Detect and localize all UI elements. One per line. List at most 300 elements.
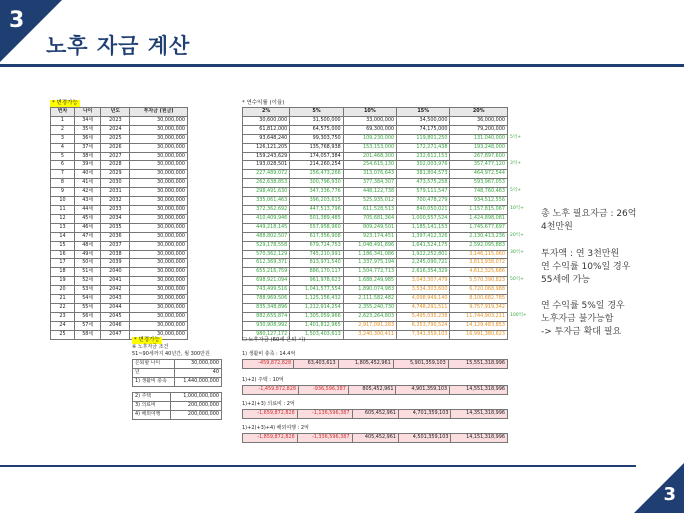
table-cell: 2043 [101,295,130,304]
rate-cell: 1,424,898,081 [450,214,508,223]
rate-cell: 705,681,364 [343,214,396,223]
rate-header: 5% [290,108,343,117]
table-cell: 47세 [74,232,100,241]
table-cell: 2024 [101,125,130,134]
rate-cell: 298,491,630 [243,188,290,197]
rate-cell: 193,248,000 [450,143,508,152]
table-cell: 30,000,000 [130,152,188,161]
summary-total: 총 노후 필요자금 : 26억 4천만원 [541,209,637,232]
rate-cell: 3,534,303,600 [397,286,450,295]
rate-cell: 232,612,153 [397,152,450,161]
rate-row [243,214,508,223]
table-cell: 20 [51,286,75,295]
table-cell: 2030 [101,179,130,188]
table-row [51,143,188,152]
rate-cell: 980,127,172 [243,330,290,339]
rate-cell: 611,528,513 [343,205,396,214]
rate-cell: 214,260,254 [290,161,343,170]
scenario-cell: 14,351,318,996 [451,410,508,419]
rate-cell: 473,575,258 [397,179,450,188]
table-cell: 30,000,000 [130,161,188,170]
scenario-cell: 14,551,318,996 [450,386,508,395]
rate-row [243,277,508,286]
scenario-cell: -1,459,872,828 [243,386,299,395]
condition-label: 년 [133,368,175,377]
rate-row [243,125,508,134]
milestone-tag: 100억+ [510,312,527,318]
table-cell: 2028 [101,161,130,170]
rate-cell: 679,724,753 [290,241,343,250]
table-cell: 56세 [74,312,100,321]
table-cell: 54세 [74,295,100,304]
condition-label: 4) 해외여행 [133,410,171,419]
page-number-bottom: 3 [663,484,676,505]
table-cell: 22 [51,303,75,312]
rate-cell: 6,720,068,988 [450,286,508,295]
rate-cell: 525,935,012 [343,197,396,206]
table-cell: 37세 [74,143,100,152]
rate-cell: 8,100,682,785 [450,295,508,304]
condition-label: 1) 생활비 충족 [133,377,175,386]
rate-cell: 4,748,291,511 [397,303,450,312]
rate-cell: 579,111,547 [397,188,450,197]
rate-cell: 1,041,577,554 [290,286,343,295]
table-cell: 30,000,000 [130,170,188,179]
table-cell: 18 [51,268,75,277]
rate-cell: 159,243,629 [243,152,290,161]
condition-value: 200,000,000 [171,401,222,410]
rate-table [242,107,508,340]
rate-cell: 1,185,141,153 [397,223,450,232]
milestone-tag: 5억+ [510,188,521,194]
table-cell: 8 [51,179,75,188]
table-cell: 30,000,000 [130,179,188,188]
table-cell: 2 [51,125,75,134]
table-cell: 57세 [74,321,100,330]
table-cell: 9 [51,188,75,197]
table-row [51,232,188,241]
milestone-tag: 10억+ [510,205,524,211]
table-cell: 39세 [74,161,100,170]
scenario-cell: 805,452,961 [348,386,396,395]
table-row [51,330,188,339]
scenario-table [242,359,508,369]
rate-cell: 410,409,946 [243,214,290,223]
rate-row [243,152,508,161]
conditions-title: ※ 노후자금 조건 [132,344,169,350]
rate-cell: 3,240,300,411 [343,330,396,339]
table-cell: 24 [51,321,75,330]
conditions-table-2 [132,392,222,420]
rate-cell: 377,384,307 [343,179,396,188]
table-cell: 30,000,000 [130,205,188,214]
rate-cell: 882,655,874 [243,312,290,321]
conditions-table [132,359,222,387]
table-cell: 14 [51,232,75,241]
summary-investment: 투자액 : 연 3천만원 연 수익률 10%일 경우 55세에 가능 [541,249,631,285]
rate-cell: 1,397,412,326 [397,232,450,241]
table-cell: 51세 [74,268,100,277]
scenario-table [242,385,508,395]
table-cell: 30,000,000 [130,295,188,304]
table-cell: 2038 [101,250,130,259]
table-cell: 48세 [74,241,100,250]
rate-header: 10% [343,108,396,117]
condition-row [133,368,222,377]
bottom-divider [0,465,636,467]
scenario-row [243,360,508,369]
rate-cell: 2,623,264,803 [343,312,396,321]
rate-cell: 2,355,240,730 [343,303,396,312]
table-row [51,286,188,295]
column-header: 년도 [101,108,130,117]
rate-cell: 1,641,524,175 [397,241,450,250]
rate-cell: 464,972,544 [450,170,508,179]
rate-cell: 3,146,115,060 [450,250,508,259]
rate-cell: 1,337,975,194 [343,259,396,268]
table-cell: 30,000,000 [130,312,188,321]
column-header: 투자금 (원금) [130,108,188,117]
table-cell: 7 [51,170,75,179]
table-cell: 2035 [101,223,130,232]
scenario-cell: 14,151,318,996 [451,434,508,443]
rate-cell: 1,745,677,697 [450,223,508,232]
rate-row [243,259,508,268]
table-cell: 30,000,000 [130,268,188,277]
rate-cell: 172,271,438 [397,143,450,152]
table-row [51,205,188,214]
table-row [51,188,188,197]
table-row [51,214,188,223]
rate-cell: 79,200,000 [450,125,508,134]
rate-cell: 16,991,380,623 [450,330,508,339]
rate-cell: 1,212,914,254 [290,303,343,312]
table-cell: 41세 [74,179,100,188]
table-cell: 30,000,000 [130,232,188,241]
title-divider [0,64,684,67]
rate-row [243,170,508,179]
rate-cell: 193,028,501 [243,161,290,170]
table-cell: 12 [51,214,75,223]
rate-cell: 357,477,120 [450,161,508,170]
rate-cell: 2,592,095,883 [450,241,508,250]
milestone-tag: 50억+ [510,277,524,283]
rate-cell: 1,125,156,432 [290,295,343,304]
rate-cell: 1,000,557,524 [397,214,450,223]
table-row [51,152,188,161]
rate-row [243,223,508,232]
corner-decoration-bottom-right [634,463,684,513]
rate-cell: 335,061,463 [243,197,290,206]
rate-cell: 886,170,117 [290,268,343,277]
table-cell: 35세 [74,125,100,134]
table-cell: 46세 [74,223,100,232]
table-cell: 50세 [74,259,100,268]
scenario-label: 1)+2)+3)+4) 해외여행 : 2억 [242,425,309,431]
rate-cell: 1,048,491,896 [343,241,396,250]
rate-cell: 1,890,074,983 [343,286,396,295]
rate-cell: 557,958,960 [290,223,343,232]
rate-cell: 840,050,021 [397,205,450,214]
rate-cell: 33,000,000 [343,116,396,125]
rate-row [243,188,508,197]
table-row [51,268,188,277]
table-row [51,161,188,170]
table-row [51,277,188,286]
table-cell: 43세 [74,197,100,206]
scenario-cell: -459,872,828 [243,360,294,369]
scenario-table [242,433,508,443]
rate-cell: 227,489,072 [243,170,290,179]
column-header: 번차 [51,108,75,117]
table-row [51,125,188,134]
condition-row [133,377,222,386]
left-table-note: * 변경가능 [52,100,78,106]
table-cell: 45세 [74,214,100,223]
rate-cell: 2,111,582,482 [343,295,396,304]
rate-cell: 267,897,600 [450,152,508,161]
rate-cell: 7,341,359,103 [397,330,450,339]
rate-cell: 2,130,413,236 [450,232,508,241]
milestone-tag: 5억+ [510,134,521,140]
table-cell: 2025 [101,134,130,143]
rate-row [243,179,508,188]
table-cell: 4 [51,143,75,152]
table-cell: 2047 [101,330,130,339]
table-row [51,312,188,321]
table-cell: 2023 [101,116,130,125]
rate-row [243,116,508,125]
rate-cell: 698,921,094 [243,277,290,286]
table-cell: 42세 [74,188,100,197]
table-cell: 52세 [74,277,100,286]
table-cell: 30,000,000 [130,259,188,268]
table-row [51,223,188,232]
condition-value: 1,000,000,000 [171,393,222,402]
scenario-cell: 15,551,318,996 [448,360,507,369]
table-cell: 30,000,000 [130,134,188,143]
table-cell: 44세 [74,205,100,214]
scenario-row [243,386,508,395]
rate-header: 15% [397,108,450,117]
rate-cell: 501,389,485 [290,214,343,223]
scenario-cell: -1,336,596,387 [297,434,352,443]
table-cell: 10 [51,197,75,206]
condition-value: 200,000,000 [171,410,222,419]
condition-row [133,401,222,410]
rate-cell: 153,153,000 [343,143,396,152]
rate-cell: 14,129,483,853 [450,321,508,330]
table-row [51,197,188,206]
condition-label: 3) 의료비 [133,401,171,410]
rate-cell: 11,744,903,211 [450,312,508,321]
rate-cell: 302,003,976 [397,161,450,170]
conditions-subtitle: 51~90세까지 40년간, 월 300만원 [132,351,210,357]
rate-cell: 201,468,300 [343,152,396,161]
rate-cell: 6,353,790,524 [397,321,450,330]
table-row [51,170,188,179]
table-cell: 2045 [101,312,130,321]
scenario-cell: 1,805,452,961 [338,360,393,369]
rate-cell: 313,076,643 [343,170,396,179]
scenario-cell: 605,452,961 [352,410,398,419]
condition-row [133,360,222,369]
scenario-cell: 5,901,359,103 [393,360,448,369]
table-row [51,295,188,304]
rate-cell: 31,500,000 [290,116,343,125]
rate-cell: 2,616,354,329 [397,268,450,277]
table-cell: 49세 [74,250,100,259]
summary-conclusion: 연 수익률 5%일 경우 노후자금 불가능함 -> 투자금 확대 필요 [541,301,625,337]
rate-cell: 300,796,930 [290,179,343,188]
rate-cell: 119,801,250 [397,134,450,143]
condition-row [133,393,222,402]
table-cell: 30,000,000 [130,143,188,152]
table-cell: 2044 [101,303,130,312]
rate-cell: 449,218,145 [243,223,290,232]
table-cell: 30,000,000 [130,116,188,125]
table-cell: 6 [51,161,75,170]
table-cell: 30,000,000 [130,250,188,259]
table-cell: 19 [51,277,75,286]
table-cell: 2033 [101,205,130,214]
rate-cell: 447,513,796 [290,205,343,214]
column-header: 나이 [74,108,100,117]
rate-cell: 36,000,000 [450,116,508,125]
rate-cell: 5,570,390,823 [450,277,508,286]
rate-cell: 1,157,815,067 [450,205,508,214]
rate-row [243,232,508,241]
scenario-cell: 405,452,961 [352,434,398,443]
scenario-title: ☐ 노후자금 (60세 은퇴 시) [242,337,306,343]
rate-cell: 961,978,623 [290,277,343,286]
table-cell: 11 [51,205,75,214]
rate-cell: 593,967,053 [450,179,508,188]
rate-cell: 381,804,573 [397,170,450,179]
table-cell: 2036 [101,232,130,241]
scenario-row [243,434,508,443]
rate-cell: 396,203,615 [290,197,343,206]
table-cell: 2026 [101,143,130,152]
rate-cell: 1,305,059,966 [290,312,343,321]
rate-cell: 1,922,252,801 [397,250,450,259]
rate-cell: 347,336,776 [290,188,343,197]
rate-cell: 923,174,451 [343,232,396,241]
rate-cell: 254,615,130 [343,161,396,170]
table-cell: 30,000,000 [130,321,188,330]
condition-value: 1,440,000,000 [175,377,222,386]
rate-cell: 745,210,991 [290,250,343,259]
table-cell: 30,000,000 [130,197,188,206]
rate-row [243,321,508,330]
scenario-cell: 63,403,613 [294,360,339,369]
rate-cell: 655,216,759 [243,268,290,277]
rate-row [243,143,508,152]
milestone-tag: 20억+ [510,232,524,238]
table-cell: 53세 [74,286,100,295]
table-cell: 30,000,000 [130,223,188,232]
rate-row [243,268,508,277]
table-cell: 30,000,000 [130,303,188,312]
table-cell: 17 [51,259,75,268]
table-row [51,321,188,330]
table-cell: 30,000,000 [130,188,188,197]
table-cell: 2041 [101,277,130,286]
rate-cell: 4,098,949,140 [397,295,450,304]
rate-cell: 64,575,000 [290,125,343,134]
rate-cell: 748,760,463 [450,188,508,197]
rate-cell: 131,040,000 [450,134,508,143]
rate-cell: 1,504,772,713 [343,268,396,277]
condition-value: 30,000,000 [175,360,222,369]
table-cell: 2040 [101,268,130,277]
table-cell: 15 [51,241,75,250]
table-cell: 21 [51,295,75,304]
page-number-top: 3 [9,8,25,33]
rate-cell: 1,503,403,613 [290,330,343,339]
table-row [51,116,188,125]
table-cell: 2039 [101,259,130,268]
table-cell: 2046 [101,321,130,330]
rate-cell: 93,648,240 [243,134,290,143]
table-row [51,250,188,259]
condition-row [133,410,222,419]
rate-cell: 835,348,896 [243,303,290,312]
rate-cell: 61,812,000 [243,125,290,134]
table-cell: 38세 [74,152,100,161]
rate-cell: 174,057,384 [290,152,343,161]
rate-cell: 9,757,919,342 [450,303,508,312]
table-cell: 13 [51,223,75,232]
table-cell: 2027 [101,152,130,161]
rate-cell: 30,600,000 [243,116,290,125]
table-row [51,259,188,268]
condition-label: 2) 주택 [133,393,171,402]
table-cell: 2037 [101,241,130,250]
rate-cell: 529,178,558 [243,241,290,250]
table-cell: 34세 [74,116,100,125]
rate-cell: 617,356,908 [290,232,343,241]
table-cell: 40세 [74,170,100,179]
rate-cell: 700,478,279 [397,197,450,206]
milestone-tag: 3억+ [510,161,521,167]
table-cell: 2032 [101,197,130,206]
investment-table [50,107,188,340]
rate-row [243,205,508,214]
table-cell: 55세 [74,303,100,312]
page-title: 노후 자금 계산 [46,34,191,58]
scenario-cell: 4,701,359,103 [398,410,450,419]
scenario-label: 1)+2)+3) 의료비 : 2억 [242,401,295,407]
rate-cell: 1,401,812,965 [290,321,343,330]
rate-cell: 69,300,000 [343,125,396,134]
rate-cell: 126,121,205 [243,143,290,152]
scenario-label: 1) 생활비 충족 : 14.4억 [242,351,296,357]
condition-value: 40 [175,368,222,377]
scenario-cell: -936,596,387 [299,386,349,395]
table-cell: 3 [51,134,75,143]
table-cell: 1 [51,116,75,125]
rate-cell: 135,768,938 [290,143,343,152]
rate-header: 2% [243,108,290,117]
table-cell: 2031 [101,188,130,197]
scenario-row [243,410,508,419]
table-row [51,303,188,312]
rate-table-note: * 연수익률 (이율) [242,100,285,106]
rate-cell: 488,802,507 [243,232,290,241]
scenario-cell: 4,501,359,103 [398,434,450,443]
rate-cell: 3,043,307,479 [397,277,450,286]
